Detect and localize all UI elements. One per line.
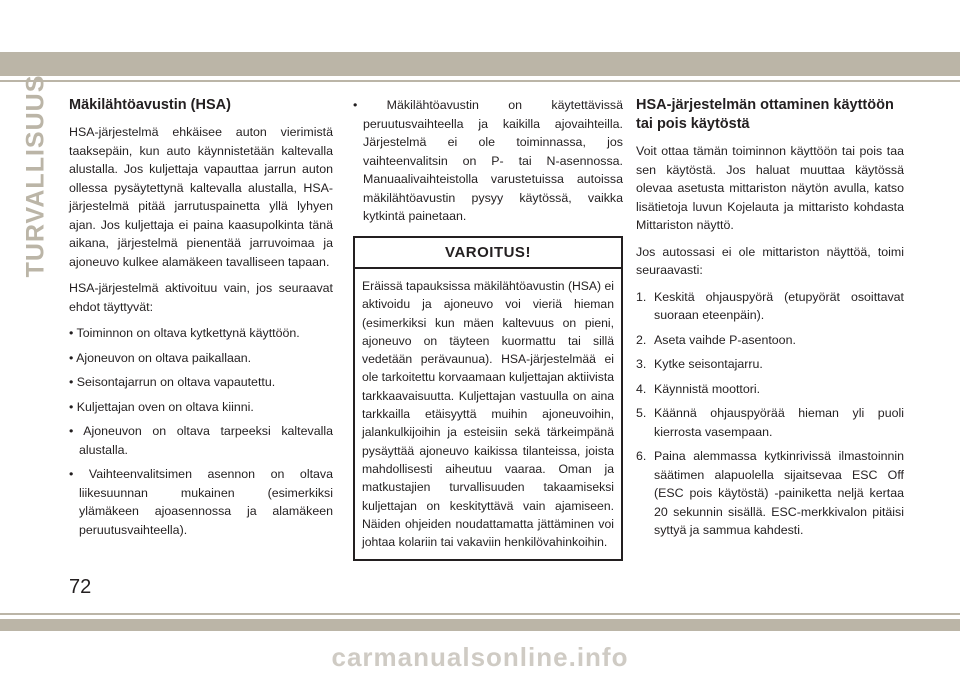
paragraph: HSA-järjestelmä aktivoituu vain, jos seuraavat ehdot täyttyvät: bbox=[69, 281, 333, 314]
step-text: Kytke seisontajarru. bbox=[654, 357, 763, 371]
bullet-item: • Ajoneuvon on oltava paikallaan. bbox=[69, 350, 252, 365]
step-number: 1. bbox=[636, 289, 647, 304]
step-number: 4. bbox=[636, 381, 647, 396]
column-right bbox=[636, 96, 904, 546]
bullet-item: • Seisontajarrun on oltava vapautettu. bbox=[69, 375, 276, 389]
header-rule bbox=[0, 80, 960, 82]
step-item bbox=[636, 355, 904, 374]
warning-box bbox=[353, 236, 623, 562]
step-item bbox=[636, 288, 904, 325]
step-text: Käännä ohjauspyörää hieman yli puoli kierrosta vasempaan. bbox=[654, 406, 904, 439]
bullet-item: • Toiminnon on oltava kytkettynä käyttöön. bbox=[69, 326, 300, 340]
warning-text: Eräissä tapauksissa mäkilähtöavustin (HSA) ei aktivoidu ja ajoneuvo voi vieriä hieman (esimerkiksi kun mäen kaltevuus on pieni, ajoneuvo on täyteen kuormattu tai sillä vedetään perävaunua). HSA-järjestelmää ei ole tarkoitettu korvaamaan kuljettajan aktiivista tarkkaavaisuutta. Kuljettajan vastuulla on aina tarkkailla etäisyyttä muihin ajoneuvoihin, jalankulkijoihin ja esteisiin sekä tärkeimpänä pysäyttää ajoneuvo kaikissa tilanteissa, joista mahdollisesti aiheutuu vaaraa. Oman ja matkustajien turvallisuuden takaamiseksi kuljettajan on keskityttävä vain ajamiseen. Näiden ohjeiden noudattamatta jättäminen voi johtaa kolariin tai vakaviin henkilövahinkoihin. bbox=[362, 279, 615, 550]
warning-title: VAROITUS! bbox=[355, 238, 621, 270]
step-number: 5. bbox=[636, 406, 647, 420]
step-number: 6. bbox=[636, 449, 647, 463]
bullet-item: • Kuljettajan oven on oltava kiinni. bbox=[69, 399, 254, 414]
watermark: carmanualsonline.info bbox=[331, 642, 629, 672]
section-tab-label: TURVALLISUUS bbox=[21, 74, 50, 278]
section-tab bbox=[21, 74, 50, 278]
step-text: Käynnistä moottori. bbox=[654, 381, 761, 396]
step-number: 3. bbox=[636, 357, 647, 371]
paragraph: Jos autossasi ei ole mittariston näyttöä, toimi seuraavasti: bbox=[636, 244, 904, 277]
step-item bbox=[636, 331, 904, 350]
paragraph: Voit ottaa tämän toiminnon käyttöön tai pois taa sen käytöstä. Jos haluat muuttaa käytössä olevaa asetusta mittariston näytön avulla, katso lisätietoja luvun Kojelauta ja mittaristo kohdasta Mittariston näyttö. bbox=[636, 144, 904, 232]
column-middle bbox=[353, 96, 623, 561]
column-left bbox=[69, 96, 333, 545]
section-heading-enable-disable: HSA-järjestelmän ottaminen käyttöön tai pois käytöstä bbox=[636, 97, 894, 132]
bullet-item: • Vaihteenvalitsimen asennon on oltava liikesuunnan mukainen (esimerkiksi ylämäkeen ajoasennossa ja alamäkeen peruutusvaihteella). bbox=[69, 467, 333, 537]
step-item bbox=[636, 380, 904, 399]
bullet-item: • Mäkilähtöavustin on käytettävissä peruutusvaihteella ja kaikilla ajovaihteilla. Järjestelmä ei ole toiminnassa, jos vaihteenvalitsin on P- tai N-asennossa. Manuaalivaihteistolla varustetuissa autoissa mäkilähtöavustin pysyy käytössä, vaikka kytkintä painetaan. bbox=[353, 98, 623, 223]
bullet-item: • Ajoneuvon on oltava tarpeeksi kaltevalla alustalla. bbox=[69, 424, 333, 457]
step-item bbox=[636, 404, 904, 441]
step-item bbox=[636, 447, 904, 540]
step-text: Paina alemmassa kytkinrivissä ilmastoinnin säätimen alapuolella sijaitsevaa ESC Off (ESC pois käytöstä) -painiketta neljä kertaa 20 sekunnin sisällä. ESC-merkkivalon pitäisi syttyä ja sammua kahdesti. bbox=[654, 449, 904, 537]
page-number: 72 bbox=[69, 576, 92, 598]
header-band bbox=[0, 52, 960, 76]
step-text: Keskitä ohjauspyörä (etupyörät osoittavat suoraan eteenpäin). bbox=[654, 289, 904, 322]
footer-rule bbox=[0, 613, 960, 615]
step-number: 2. bbox=[636, 332, 647, 347]
footer-band bbox=[0, 619, 960, 631]
step-text: Aseta vaihde P-asentoon. bbox=[654, 332, 796, 347]
paragraph: HSA-järjestelmä ehkäisee auton vierimistä taaksepäin, kun auto käynnistetään kaltevalla alustalla. Jos kuljettaja vapauttaa jarrun auton ollessa pysäytettynä kaltevalla alustalla, HSA-järjestelmä pitää jarrutuspainetta yllä lyhyen ajan. Jos kuljettaja ei paina kaasupolkinta tänä aikana, järjestelmä pienentää jarruvoimaa ja ajoneuvo kulkee alamäkeen tavalliseen tapaan. bbox=[69, 125, 333, 269]
section-heading-hsa: Mäkilähtöavustin (HSA) bbox=[69, 97, 231, 113]
